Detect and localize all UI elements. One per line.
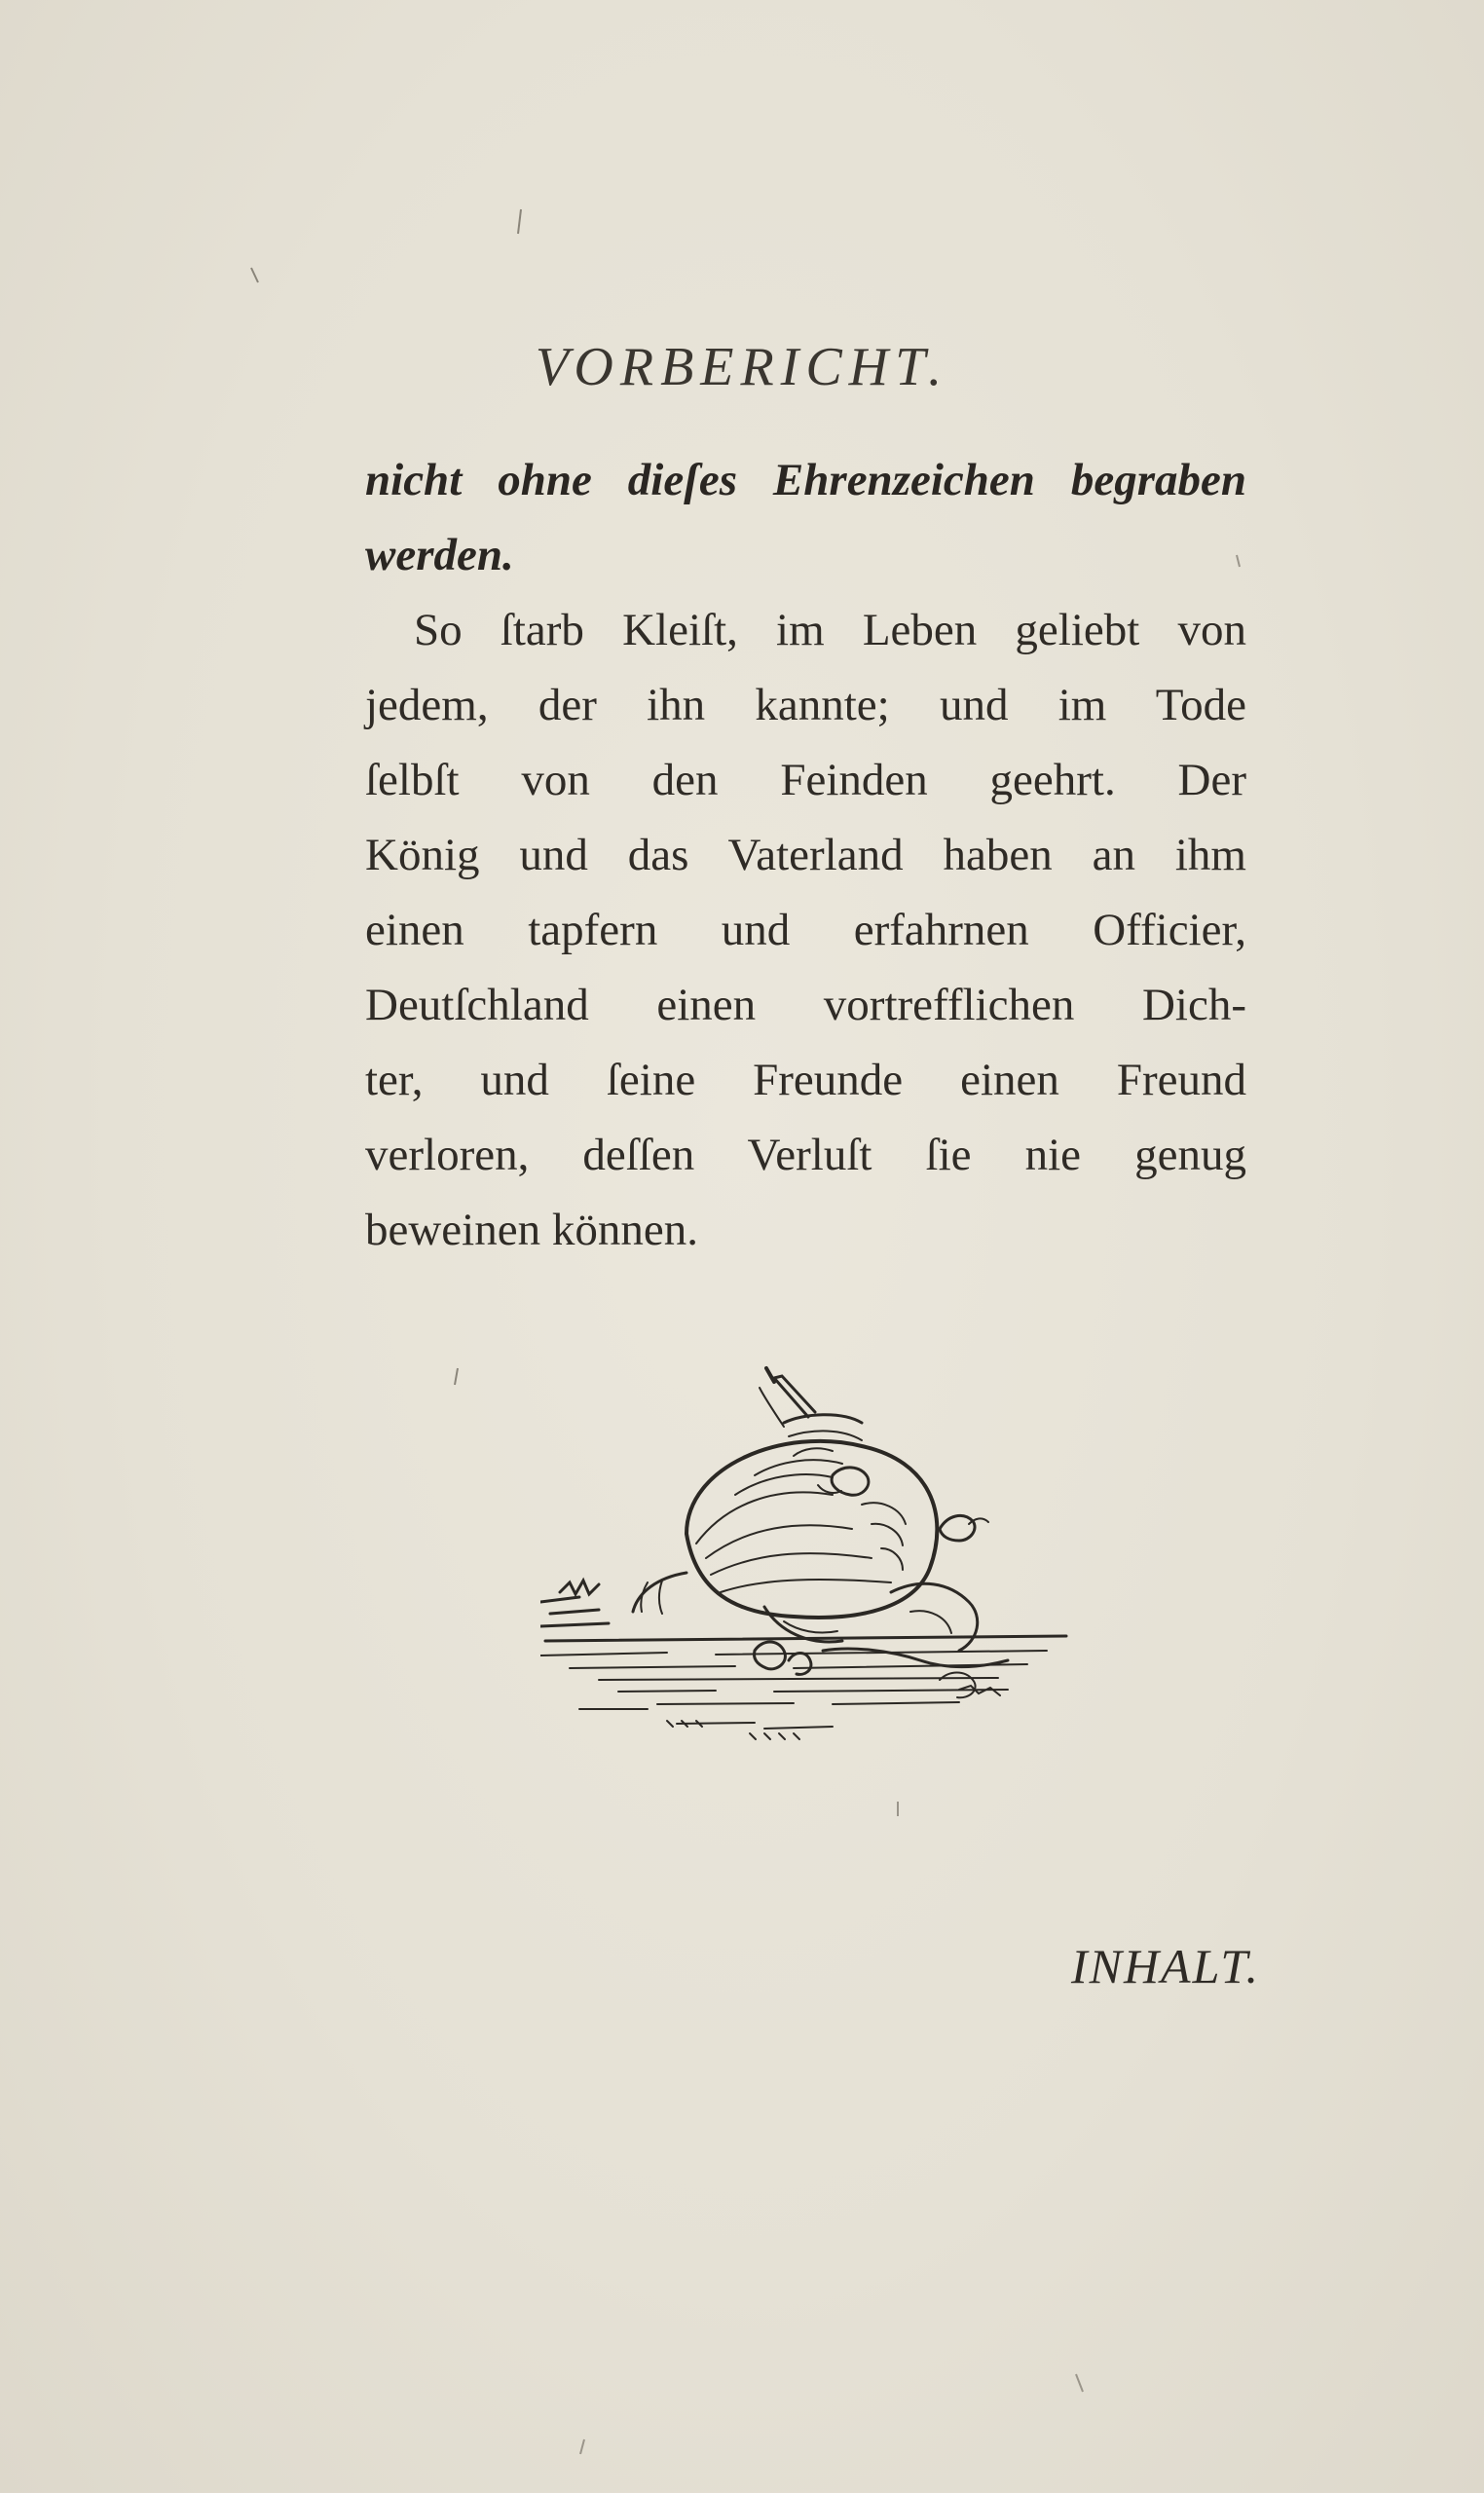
running-head: VORBERICHT.: [535, 337, 949, 397]
catchword: INHALT.: [1070, 1939, 1260, 1993]
text-line: werden.: [365, 530, 514, 580]
body-text: [365, 443, 1246, 1268]
text-line: So ſtarb Kleiſt, im Leben geliebt von: [414, 605, 1246, 655]
text-line: verloren, deſſen Verluſt ſie nie genug: [365, 1130, 1246, 1180]
text-line: Deutſchland einen vortrefflichen Dich-: [365, 980, 1246, 1030]
text-line: ter, und ſeine Freunde einen Freund: [365, 1055, 1246, 1105]
text-line: jedem, der ihn kannte; und im Tode: [365, 680, 1246, 730]
text-line: beweinen können.: [365, 1205, 698, 1255]
text-line: König und das Vaterland haben an ihm: [365, 830, 1246, 880]
text-line: einen tapfern und erfahrnen Officier,: [365, 905, 1246, 955]
sleeping-lamb-woodcut-icon: [540, 1358, 1076, 1787]
text-line: nicht ohne dieſes Ehrenzeichen begraben: [365, 455, 1246, 505]
text-line: ſelbſt von den Feinden geehrt. Der: [365, 755, 1246, 805]
